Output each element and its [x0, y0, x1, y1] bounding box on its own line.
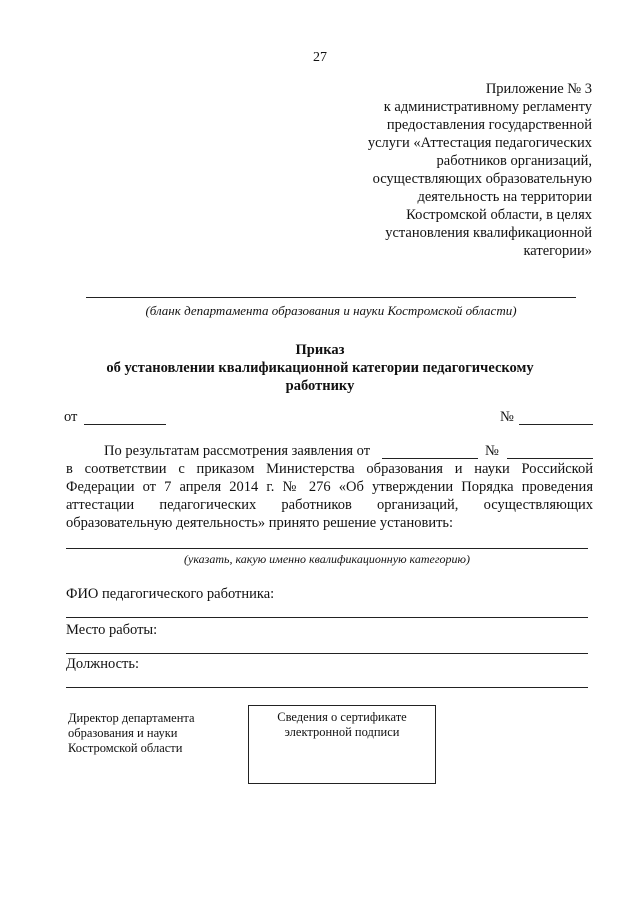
workplace-blank[interactable] — [66, 653, 588, 654]
appendix-line: осуществляющих образовательную — [372, 171, 592, 187]
director-signature-block — [68, 711, 243, 756]
appendix-line: категории» — [523, 243, 592, 259]
application-date-blank[interactable] — [382, 458, 478, 459]
appendix-line: Приложение № 3 — [485, 81, 592, 97]
director-line: образования и науки — [68, 726, 178, 740]
certificate-text — [249, 710, 435, 740]
order-subtitle: об установлении квалификационной категории педагогическому — [106, 360, 534, 376]
order-subtitle-2: работнику — [285, 378, 355, 394]
paragraph-line: Федерации от 7 апреля 2014 г. № 276 «Об утверждении Порядка проведения — [66, 479, 593, 495]
certificate-box — [248, 705, 436, 784]
paragraph-line: По результатам рассмотрения заявления от — [104, 443, 371, 459]
appendix-line: работников организаций, — [436, 153, 592, 169]
fio-label: ФИО педагогического работника: — [66, 586, 275, 602]
fio-blank[interactable] — [66, 617, 588, 618]
certificate-line: Сведения о сертификате — [277, 710, 407, 724]
blank-caption: (бланк департамента образования и науки Костромской области) — [145, 303, 517, 318]
appendix-line: к административному регламенту — [383, 99, 592, 115]
appendix-line: услуги «Аттестация педагогических — [367, 135, 592, 151]
director-line: Директор департамента — [68, 711, 195, 725]
director-line: Костромской области — [68, 741, 183, 755]
date-from-label: от — [64, 409, 78, 425]
appendix-line: установления квалификационной — [385, 225, 592, 241]
certificate-line: электронной подписи — [284, 725, 400, 739]
application-number-blank[interactable] — [507, 458, 593, 459]
number-blank[interactable] — [519, 424, 593, 425]
workplace-label: Место работы: — [66, 622, 158, 638]
appendix-line: деятельность на территории — [417, 189, 592, 205]
position-blank[interactable] — [66, 687, 588, 688]
blank-line — [86, 297, 576, 298]
number-label: № — [500, 409, 514, 425]
category-hint: (указать, какую именно квалификационную категорию) — [184, 552, 470, 566]
category-blank[interactable] — [66, 548, 588, 549]
paragraph-line: аттестации педагогических работников организаций, осуществляющих — [66, 497, 593, 513]
position-label: Должность: — [66, 656, 139, 672]
paragraph-line: в соответствии с приказом Министерства образования и науки Российской — [66, 461, 593, 477]
appendix-header — [262, 80, 592, 260]
paragraph-line: образовательную деятельность» принято решение установить: — [66, 515, 454, 531]
application-number-label: № — [485, 443, 499, 459]
page-number: 27 — [313, 50, 327, 65]
order-title: Приказ — [295, 342, 345, 358]
date-blank[interactable] — [84, 424, 166, 425]
appendix-line: предоставления государственной — [386, 117, 592, 133]
appendix-line: Костромской области, в целях — [406, 207, 592, 223]
